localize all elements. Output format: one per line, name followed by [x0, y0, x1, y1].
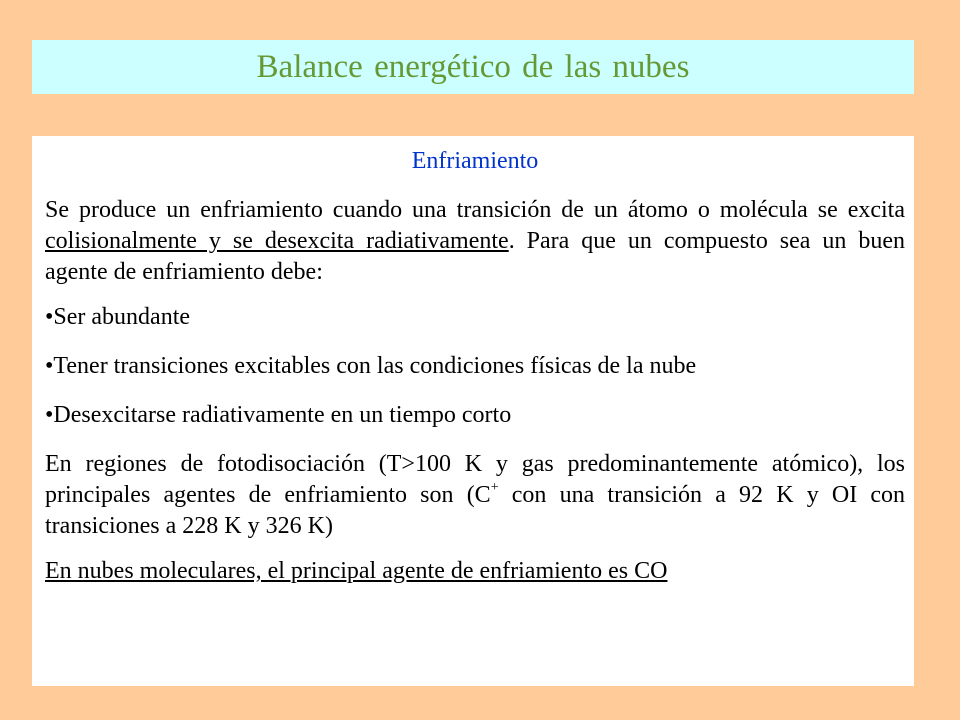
content-panel	[32, 136, 914, 686]
slide-title: Balance energético de las nubes	[256, 48, 690, 85]
intro-text-start: Se produce un enfriamiento cuando una transición de un átomo o molécula se excita	[45, 197, 905, 223]
bullet-item: •Ser abundante	[45, 304, 191, 330]
intro-underlined-text: colisionalmente y se desexcita radiativamente	[45, 228, 509, 254]
intro-text-end: . Para que un compuesto sea un buen agente de enfriamiento debe:	[45, 228, 906, 285]
title-banner	[32, 40, 914, 94]
pdr-text-end: con una transición a 92 K y OI con transiciones a 228 K y 326 K)	[45, 482, 906, 539]
pdr-paragraph	[45, 449, 905, 542]
bullet-item: •Desexcitarse radiativamente en un tiempo corto	[45, 402, 512, 428]
intro-paragraph	[45, 195, 905, 288]
section-heading: Enfriamiento	[411, 148, 539, 174]
bullet-item: •Tener transiciones excitables con las condiciones físicas de la nube	[45, 353, 697, 379]
conclusion-line: En nubes moleculares, el principal agente de enfriamiento es CO	[45, 558, 668, 584]
pdr-superscript: +	[490, 480, 499, 495]
pdr-text-start: En regiones de fotodisociación (T>100 K y gas predominantemente atómico), los principales agentes de enfriamiento son (C	[45, 451, 905, 508]
